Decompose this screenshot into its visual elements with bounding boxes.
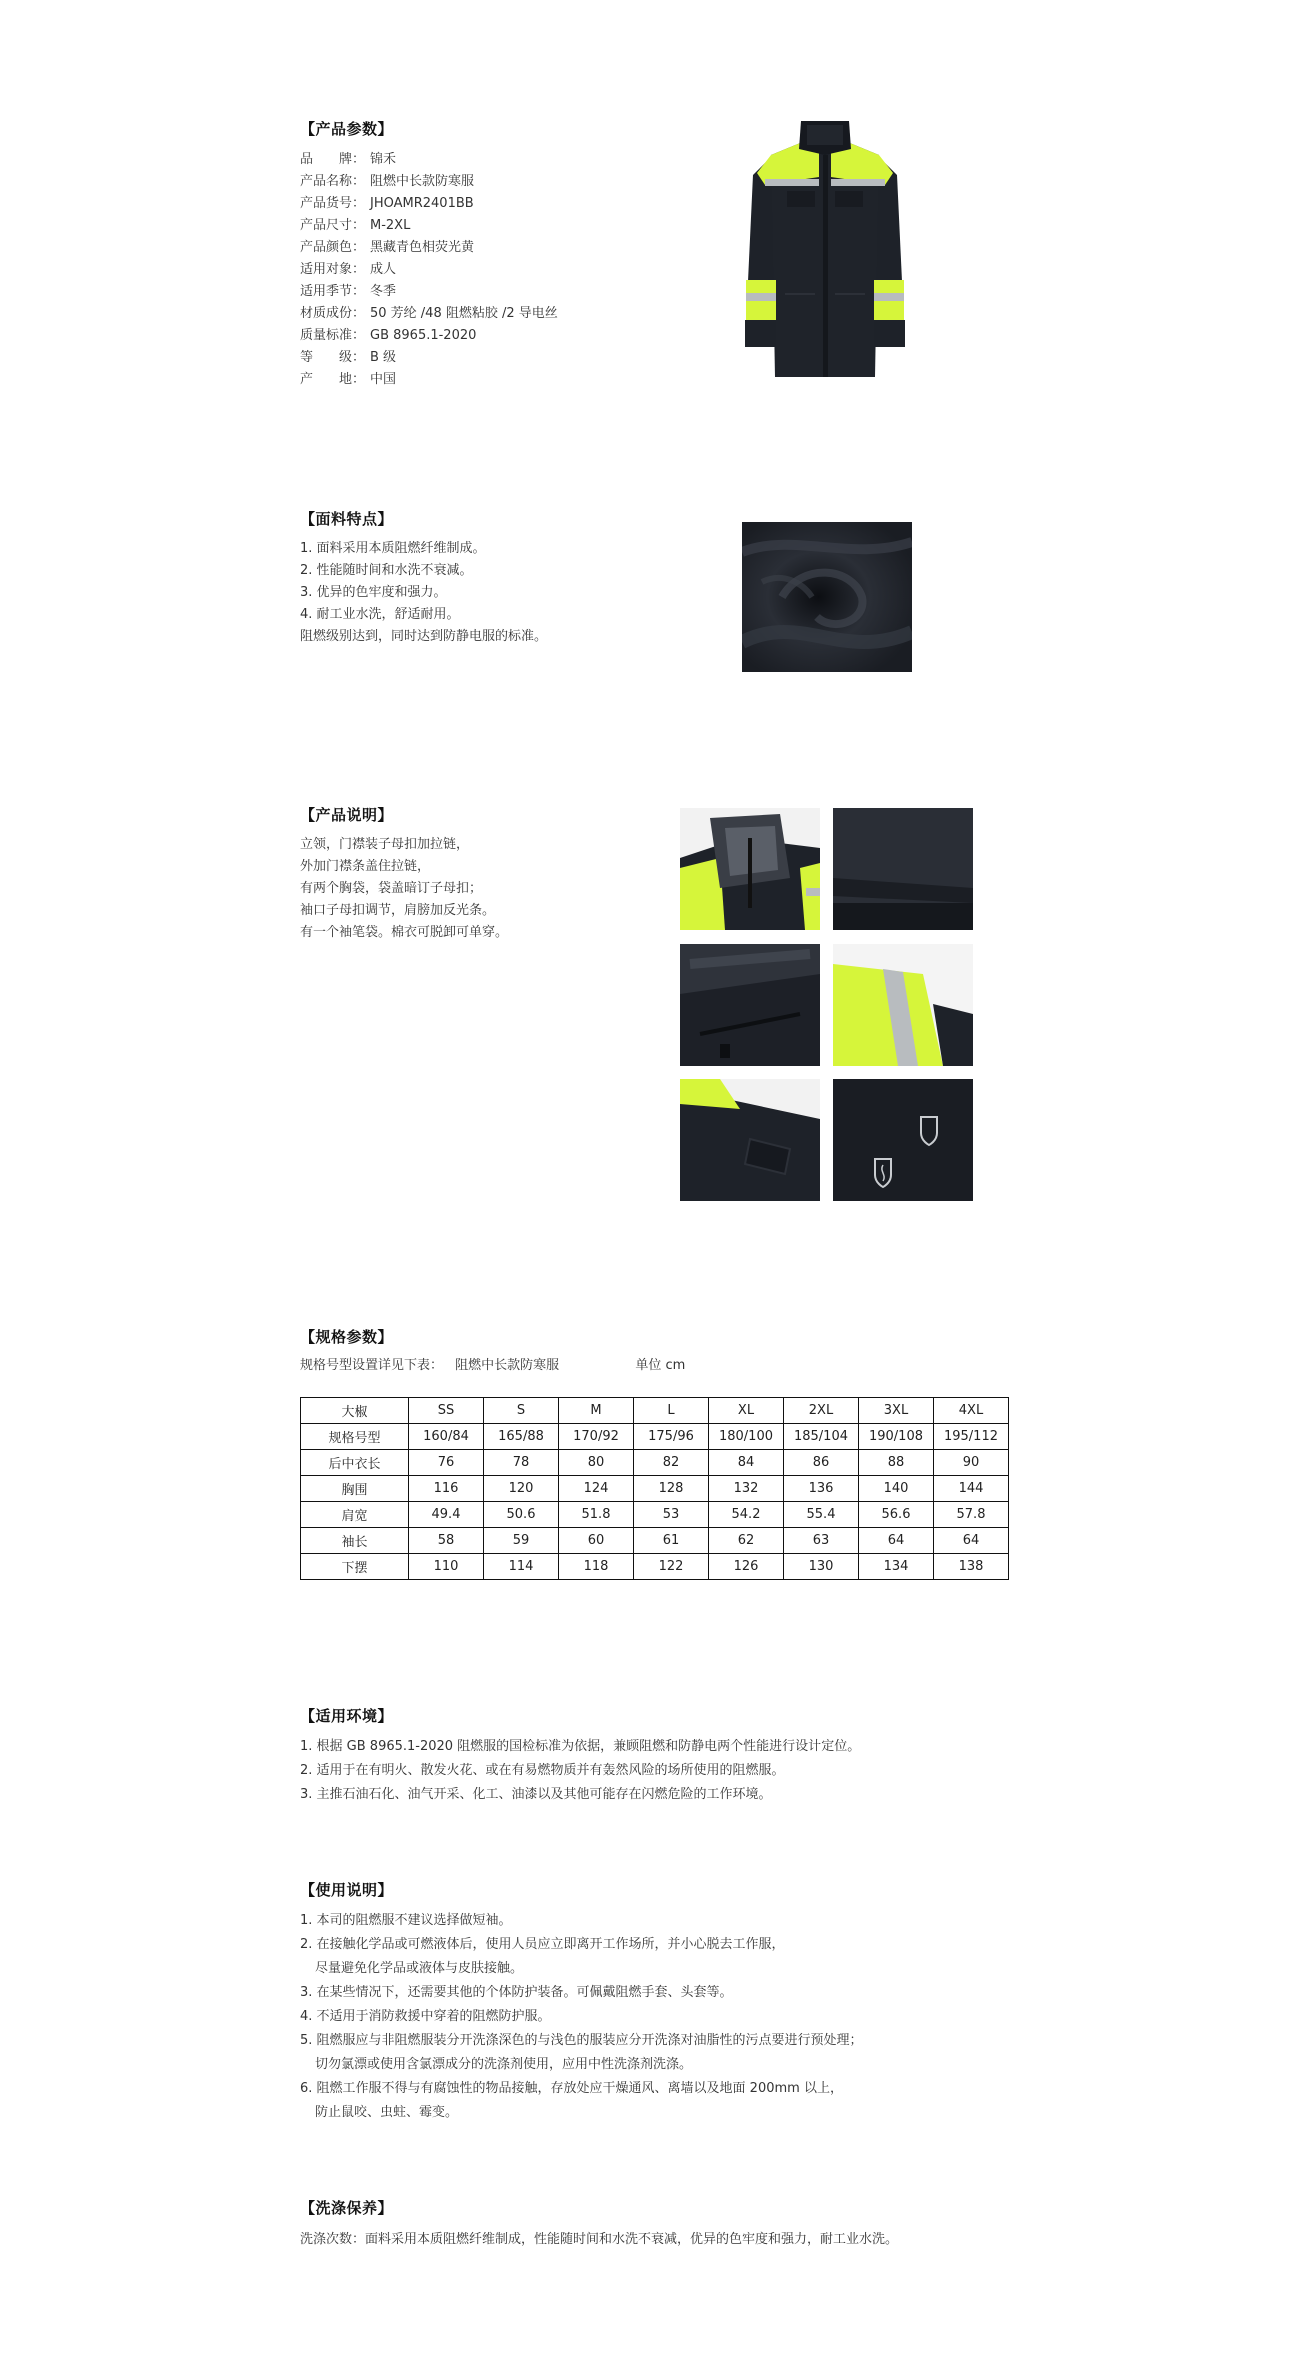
table-cell: 136 bbox=[784, 1476, 859, 1502]
env-heading: 【适用环境】 bbox=[300, 1707, 394, 1725]
spec-intro: 规格号型设置详见下表： bbox=[300, 1358, 444, 1373]
param-row: 产品名称： 阻燃中长款防寒服 bbox=[300, 174, 475, 189]
table-cell: 86 bbox=[784, 1450, 859, 1476]
param-row: 等 级： B 级 bbox=[300, 350, 397, 365]
spec-heading: 【规格参数】 bbox=[300, 1328, 394, 1346]
table-cell: 170/92 bbox=[559, 1424, 634, 1450]
row-label: 袖长 bbox=[301, 1528, 409, 1554]
env-line: 2. 适用于在有明火、散发火花、或在有易燃物质并有轰然风险的场所使用的阻燃服。 bbox=[300, 1763, 785, 1778]
collar-detail-image bbox=[680, 808, 820, 930]
table-cell: 128 bbox=[634, 1476, 709, 1502]
row-label: 肩宽 bbox=[301, 1502, 409, 1528]
table-row bbox=[301, 1424, 1009, 1450]
size-cell: M bbox=[559, 1398, 634, 1424]
table-cell: 138 bbox=[934, 1554, 1009, 1580]
spec-product: 阻燃中长款防寒服 bbox=[455, 1358, 560, 1373]
fabric-line: 3. 优异的色牢度和强力。 bbox=[300, 585, 447, 600]
desc-list bbox=[300, 834, 508, 944]
param-row: 适用季节： 冬季 bbox=[300, 284, 397, 299]
table-cell: 64 bbox=[934, 1528, 1009, 1554]
table-cell: 53 bbox=[634, 1502, 709, 1528]
table-cell: 118 bbox=[559, 1554, 634, 1580]
table-cell: 63 bbox=[784, 1528, 859, 1554]
table-cell: 62 bbox=[709, 1528, 784, 1554]
fabric-swatch-image bbox=[742, 522, 912, 672]
usage-heading: 【使用说明】 bbox=[300, 1881, 394, 1899]
table-cell: 90 bbox=[934, 1450, 1009, 1476]
params-list bbox=[300, 149, 558, 391]
table-cell: 57.8 bbox=[934, 1502, 1009, 1528]
fabric-line: 2. 性能随时间和水洗不衰减。 bbox=[300, 563, 473, 578]
row-label: 胸围 bbox=[301, 1476, 409, 1502]
size-cell: 4XL bbox=[934, 1398, 1009, 1424]
row-label: 规格号型 bbox=[301, 1424, 409, 1450]
fabric-list bbox=[300, 538, 547, 648]
env-line: 1. 根据 GB 8965.1-2020 阻燃服的国检标准为依据，兼顾阻燃和防静电两个性能进行设计定位。 bbox=[300, 1739, 861, 1754]
table-cell: 160/84 bbox=[409, 1424, 484, 1450]
table-cell: 88 bbox=[859, 1450, 934, 1476]
param-row: 产品尺寸： M-2XL bbox=[300, 218, 411, 233]
env-line: 3. 主推石油石化、油气开采、化工、油漆以及其他可能存在闪燃危险的工作环境。 bbox=[300, 1787, 772, 1802]
row-label: 后中衣长 bbox=[301, 1450, 409, 1476]
logo-emblem-image bbox=[833, 1079, 973, 1201]
table-row bbox=[301, 1528, 1009, 1554]
size-table bbox=[300, 1397, 1009, 1580]
usage-line: 3. 在某些情况下，还需要其他的个体防护装备。可佩戴阻燃手套、头套等。 bbox=[300, 1985, 733, 2000]
zipper-detail-image bbox=[680, 944, 820, 1066]
table-cell: 144 bbox=[934, 1476, 1009, 1502]
hem-detail-image bbox=[833, 808, 973, 930]
jacket-product-image bbox=[735, 115, 915, 385]
table-cell: 124 bbox=[559, 1476, 634, 1502]
cuff-detail-image bbox=[680, 1079, 820, 1201]
param-row: 产品货号： JHOAMR2401BB bbox=[300, 196, 474, 211]
fabric-line: 4. 耐工业水洗，舒适耐用。 bbox=[300, 607, 460, 622]
desc-line: 有两个胸袋，袋盖暗订子母扣； bbox=[300, 881, 483, 896]
table-cell: 50.6 bbox=[484, 1502, 559, 1528]
usage-line: 4. 不适用于消防救援中穿着的阻燃防护服。 bbox=[300, 2009, 551, 2024]
table-cell: 58 bbox=[409, 1528, 484, 1554]
param-row: 适用对象： 成人 bbox=[300, 262, 397, 277]
table-cell: 175/96 bbox=[634, 1424, 709, 1450]
usage-line: 切勿氯漂或使用含氯漂成分的洗涤剂使用，应用中性洗涤剂洗涤。 bbox=[315, 2057, 693, 2072]
table-row bbox=[301, 1476, 1009, 1502]
table-cell: 114 bbox=[484, 1554, 559, 1580]
usage-line: 防止鼠咬、虫蛀、霉变。 bbox=[315, 2105, 459, 2120]
table-cell: 64 bbox=[859, 1528, 934, 1554]
desc-heading: 【产品说明】 bbox=[300, 806, 394, 824]
table-cell: 82 bbox=[634, 1450, 709, 1476]
usage-line: 2. 在接触化学品或可燃液体后，使用人员应立即离开工作场所，并小心脱去工作服， bbox=[300, 1937, 785, 1952]
table-cell: 60 bbox=[559, 1528, 634, 1554]
table-cell: 185/104 bbox=[784, 1424, 859, 1450]
fabric-line: 1. 面料采用本质阻燃纤维制成。 bbox=[300, 541, 486, 556]
desc-line: 袖口子母扣调节，肩膀加反光条。 bbox=[300, 903, 496, 918]
size-cell: XL bbox=[709, 1398, 784, 1424]
table-cell: 76 bbox=[409, 1450, 484, 1476]
table-cell: 110 bbox=[409, 1554, 484, 1580]
table-cell: 61 bbox=[634, 1528, 709, 1554]
table-cell: 80 bbox=[559, 1450, 634, 1476]
table-cell: 120 bbox=[484, 1476, 559, 1502]
table-cell: 190/108 bbox=[859, 1424, 934, 1450]
size-cell: SS bbox=[409, 1398, 484, 1424]
param-row: 品 牌： 锦禾 bbox=[300, 152, 397, 167]
size-cell: 2XL bbox=[784, 1398, 859, 1424]
param-row: 产品颜色： 黑藏青色相荧光黄 bbox=[300, 240, 475, 255]
param-row: 质量标准： GB 8965.1-2020 bbox=[300, 328, 477, 343]
size-cell: 3XL bbox=[859, 1398, 934, 1424]
table-cell: 122 bbox=[634, 1554, 709, 1580]
table-cell: 56.6 bbox=[859, 1502, 934, 1528]
desc-line: 有一个袖笔袋。棉衣可脱卸可单穿。 bbox=[300, 925, 509, 940]
spec-intro-row bbox=[300, 1355, 685, 1377]
usage-line: 6. 阻燃工作服不得与有腐蚀性的物品接触，存放处应干燥通风、离墙以及地面 200mm 以上， bbox=[300, 2081, 843, 2096]
wash-text: 洗涤次数：面料采用本质阻燃纤维制成，性能随时间和水洗不衰减，优异的色牢度和强力，耐工业水洗。 bbox=[300, 2232, 899, 2247]
table-cell: 78 bbox=[484, 1450, 559, 1476]
table-cell: 165/88 bbox=[484, 1424, 559, 1450]
table-row bbox=[301, 1398, 1009, 1424]
usage-line: 尽量避免化学品或液体与皮肤接触。 bbox=[315, 1961, 524, 1976]
env-list bbox=[300, 1735, 860, 1807]
usage-list bbox=[300, 1909, 863, 2125]
table-cell: 180/100 bbox=[709, 1424, 784, 1450]
param-row: 产 地： 中国 bbox=[300, 372, 397, 387]
fabric-heading: 【面料特点】 bbox=[300, 510, 394, 528]
table-cell: 126 bbox=[709, 1554, 784, 1580]
table-cell: 51.8 bbox=[559, 1502, 634, 1528]
table-cell: 134 bbox=[859, 1554, 934, 1580]
size-cell: L bbox=[634, 1398, 709, 1424]
table-row bbox=[301, 1450, 1009, 1476]
desc-line: 立领，门襟装子母扣加拉链， bbox=[300, 837, 470, 852]
table-row bbox=[301, 1502, 1009, 1528]
table-cell: 55.4 bbox=[784, 1502, 859, 1528]
usage-line: 1. 本司的阻燃服不建议选择做短袖。 bbox=[300, 1913, 512, 1928]
wash-heading: 【洗涤保养】 bbox=[300, 2199, 394, 2217]
table-cell: 140 bbox=[859, 1476, 934, 1502]
size-cell: S bbox=[484, 1398, 559, 1424]
table-cell: 84 bbox=[709, 1450, 784, 1476]
table-cell: 59 bbox=[484, 1528, 559, 1554]
table-row bbox=[301, 1554, 1009, 1580]
table-cell: 195/112 bbox=[934, 1424, 1009, 1450]
params-heading: 【产品参数】 bbox=[300, 120, 394, 138]
shoulder-reflective-image bbox=[833, 944, 973, 1066]
table-cell: 49.4 bbox=[409, 1502, 484, 1528]
row-label: 下摆 bbox=[301, 1554, 409, 1580]
table-cell: 116 bbox=[409, 1476, 484, 1502]
desc-line: 外加门襟条盖住拉链， bbox=[300, 859, 431, 874]
usage-line: 5. 阻燃服应与非阻燃服装分开洗涤深色的与浅色的服装应分开洗涤对油脂性的污点要进行预处理； bbox=[300, 2033, 863, 2048]
table-cell: 54.2 bbox=[709, 1502, 784, 1528]
table-header-label: 大椒 bbox=[301, 1398, 409, 1424]
table-cell: 132 bbox=[709, 1476, 784, 1502]
param-row: 材质成份： 50 芳纶 /48 阻燃粘胶 /2 导电丝 bbox=[300, 306, 558, 321]
spec-unit: 单位 cm bbox=[635, 1358, 686, 1373]
fabric-line: 阻燃级别达到，同时达到防静电服的标准。 bbox=[300, 629, 548, 644]
table-cell: 130 bbox=[784, 1554, 859, 1580]
